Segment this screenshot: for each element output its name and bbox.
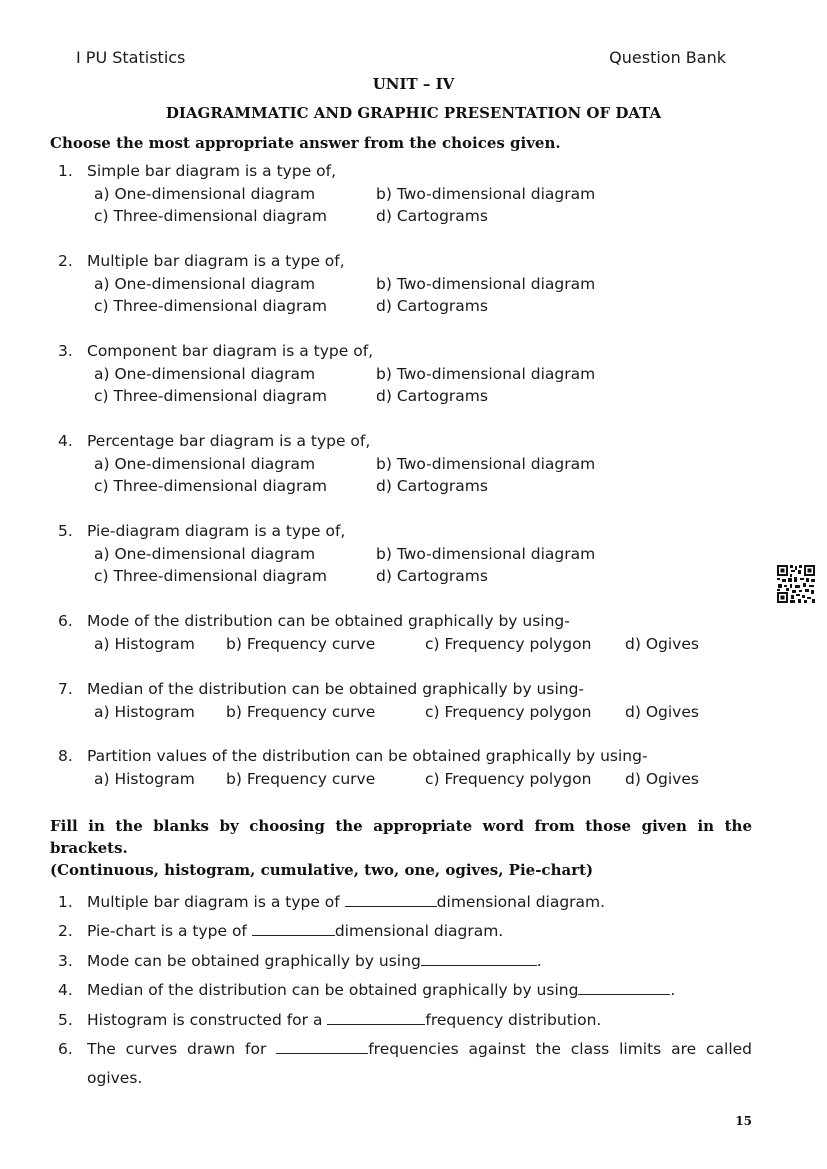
option-b: b) Frequency curve [226,635,376,653]
fill-blanks-list [58,888,752,1094]
option-d: d) Cartograms [376,207,488,225]
option-d: d) Cartograms [376,387,488,405]
mcq-instruction: Choose the most appropriate answer from the choices given. [50,134,561,152]
option-a: a) Histogram [94,770,195,788]
mcq-question-8: 8. Partition values of the distribution can be obtained graphically by using- [58,747,648,765]
mcq-question-2: 2. Multiple bar diagram is a type of, [58,252,345,270]
option-b: b) Two-dimensional diagram [376,275,596,293]
option-a: a) Histogram [94,703,195,721]
blank-line [421,951,537,966]
word-bank: (Continuous, histogram, cumulative, two, one, ogives, Pie-chart) [50,861,594,879]
mcq-question-3: 3. Component bar diagram is a type of, [58,342,374,360]
blank-line [327,1010,425,1025]
option-c: c) Frequency polygon [425,770,592,788]
option-c: c) Three-dimensional diagram [94,297,327,315]
fill-blanks-instruction: Fill in the blanks by choosing the appropriate word from those given in the brackets. (Continuous, histogram, cumulative, two, one, ogives, Pie-chart) [50,817,752,879]
blank-line [276,1039,368,1054]
option-c: c) Three-dimensional diagram [94,207,327,225]
option-a: a) One-dimensional diagram [94,275,316,293]
fill-blank-4: 4. Median of the distribution can be obtained graphically by using . [58,981,676,1000]
qr-code-icon [776,564,816,604]
option-b: b) Two-dimensional diagram [376,185,596,203]
option-a: a) One-dimensional diagram [94,185,316,203]
section-title: DIAGRAMMATIC AND GRAPHIC PRESENTATION OF DATA [165,104,662,122]
option-c: c) Three-dimensional diagram [94,567,327,585]
mcq-question-4: 4. Percentage bar diagram is a type of, [58,432,371,450]
blank-line [345,892,437,907]
fill-blank-1: 1. Multiple bar diagram is a type of dimensional diagram. [58,893,606,911]
option-d: d) Cartograms [376,297,488,315]
header-left: I PU Statistics [76,48,186,67]
blank-line [578,980,670,995]
option-a: a) One-dimensional diagram [94,365,316,383]
fill-blank-5: 5. Histogram is constructed for a frequency distribution. [58,1010,602,1029]
option-d: d) Cartograms [376,477,488,495]
mcq-question-7: 7. Median of the distribution can be obtained graphically by using- [58,680,585,698]
fill-blank-2: 2. Pie-chart is a type of dimensional diagram. [58,922,504,941]
mcq-question-6: 6. Mode of the distribution can be obtained graphically by using- [58,612,570,630]
option-c: c) Frequency polygon [425,703,592,721]
option-a: a) One-dimensional diagram [94,545,316,563]
mcq-question-1: 1. Simple bar diagram is a type of, [58,162,337,180]
option-b: b) Two-dimensional diagram [376,545,596,563]
fill-blank-6: 6. The curves drawn for frequencies against the class limits are called ogives. [58,1040,753,1088]
option-d: d) Ogives [625,635,699,653]
option-d: d) Cartograms [376,567,488,585]
option-b: b) Two-dimensional diagram [376,365,596,383]
mcq-question-5: 5. Pie-diagram diagram is a type of, [58,522,346,540]
fill-blank-3: 3. Mode can be obtained graphically by using . [58,951,542,970]
option-d: d) Ogives [625,703,699,721]
option-d: d) Ogives [625,770,699,788]
page-number: 15 [735,1114,752,1128]
option-a: a) One-dimensional diagram [94,455,316,473]
unit-title: UNIT – IV [372,75,455,93]
blank-line [252,921,335,936]
option-b: b) Frequency curve [226,703,376,721]
option-c: c) Three-dimensional diagram [94,477,327,495]
option-a: a) Histogram [94,635,195,653]
option-b: b) Frequency curve [226,770,376,788]
header-right: Question Bank [609,48,726,67]
option-c: c) Frequency polygon [425,635,592,653]
option-c: c) Three-dimensional diagram [94,387,327,405]
option-b: b) Two-dimensional diagram [376,455,596,473]
